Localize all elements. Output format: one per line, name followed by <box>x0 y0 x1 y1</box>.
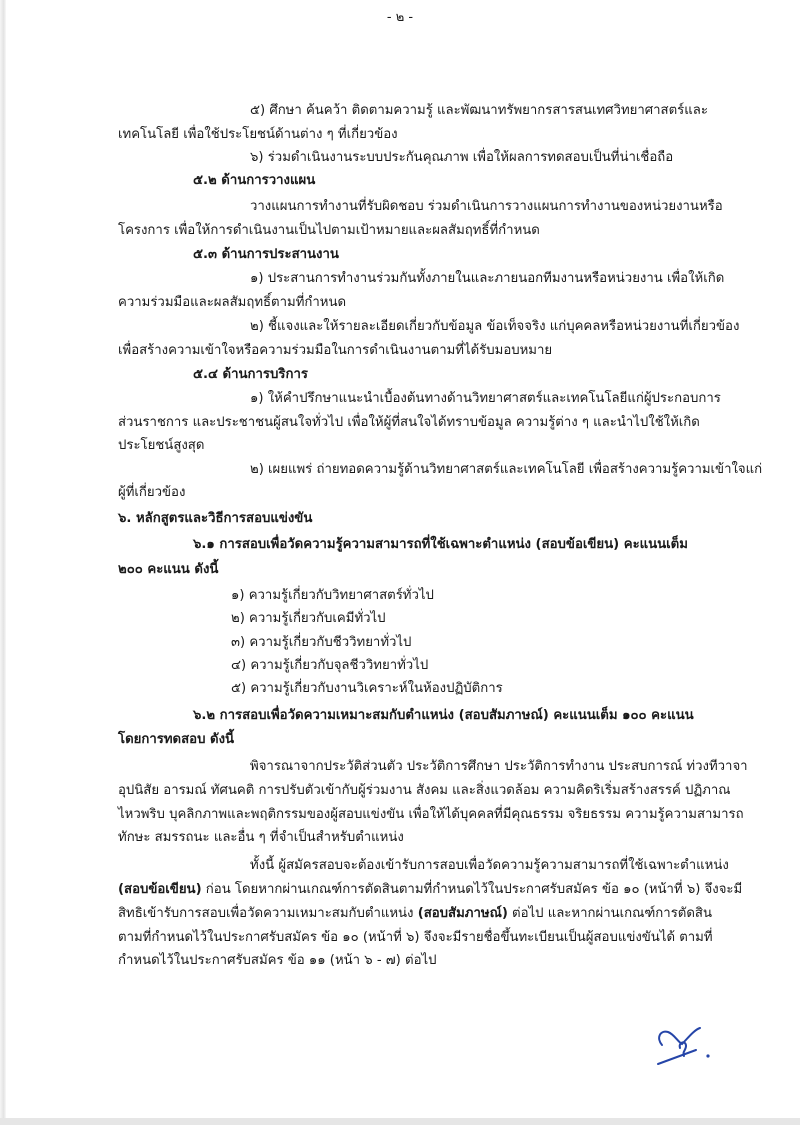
paragraph-line <box>118 905 712 923</box>
paragraph-line: กำหนดไว้ในประกาศรับสมัคร ข้อ ๑๑ (หน้า ๖ - ๗) ต่อไป <box>118 953 437 968</box>
paragraph-line: ๔) ความรู้เกี่ยวกับจุลชีววิทยาทั่วไป <box>231 658 429 673</box>
section-heading: ๖.๑ การสอบเพื่อวัดความรู้ความสามารถที่ใช้เฉพาะตำแหน่ง (สอบข้อเขียน) คะแนนเต็ม <box>193 537 688 552</box>
paragraph-line: ทั้งนี้ ผู้สมัครสอบจะต้องเข้ารับการสอบเพื่อวัดความรู้ความสามารถที่ใช้เฉพาะตำแหน่ง <box>250 858 729 873</box>
section-heading: ๕.๓ ด้านการประสานงาน <box>193 247 339 262</box>
paragraph-line: ผู้ที่เกี่ยวข้อง <box>118 485 186 500</box>
paragraph-line: ๑) ความรู้เกี่ยวกับวิทยาศาสตร์ทั่วไป <box>231 588 434 603</box>
paragraph-line: ๒) เผยแพร่ ถ่ายทอดความรู้ด้านวิทยาศาสตร์และเทคโนโลยี เพื่อสร้างความรู้ความเข้าใจแก่ <box>250 462 763 477</box>
paragraph-line: ๖) ร่วมดำเนินงานระบบประกันคุณภาพ เพื่อให้ผลการทดสอบเป็นที่น่าเชื่อถือ <box>250 150 674 165</box>
signature <box>650 1020 730 1070</box>
bold-emphasis: (สอบข้อเขียน) <box>118 882 202 897</box>
bold-emphasis: (สอบสัมภาษณ์) <box>417 906 508 921</box>
scan-left-edge <box>0 0 6 1118</box>
paragraph-line: อุปนิสัย อารมณ์ ทัศนคติ การปรับตัวเข้ากับผู้ร่วมงาน สังคม และสิ่งแวดล้อม ความคิดริเริ่มสร้างสรรค์ ปฏิภาณ <box>118 783 731 798</box>
line-text: ต่อไป และหากผ่านเกณฑ์การตัดสิน <box>507 906 712 921</box>
paragraph-line: ส่วนราชการ และประชาชนผู้สนใจทั่วไป เพื่อให้ผู้ที่สนใจได้ทราบข้อมูล ความรู้ต่าง ๆ และนำไปใช้ให้เกิด <box>118 415 700 430</box>
paragraph-line: โครงการ เพื่อให้การดำเนินงานเป็นไปตามเป้าหมายและผลสัมฤทธิ์ที่กำหนด <box>118 223 540 238</box>
paragraph-line: พิจารณาจากประวัติส่วนตัว ประวัติการศึกษา ประวัติการทำงาน ประสบการณ์ ท่วงทีวาจา <box>250 759 748 774</box>
paragraph-line: ประโยชน์สูงสุด <box>118 438 205 453</box>
paragraph-line: ๒) ความรู้เกี่ยวกับเคมีทั่วไป <box>231 611 386 626</box>
paragraph-line: ไหวพริบ บุคลิกภาพและพฤติกรรมของผู้สอบแข่งขัน เพื่อให้ได้บุคคลที่มีคุณธรรม จริยธรรม ความรู้ความสามารถ <box>118 807 744 822</box>
paragraph-line: ๑) ให้คำปรึกษาแนะนำเบื้องต้นทางด้านวิทยาศาสตร์และเทคโนโลยีแก่ผู้ประกอบการ <box>250 391 721 406</box>
paragraph-line: เพื่อสร้างความเข้าใจหรือความร่วมมือในการดำเนินงานตามที่ได้รับมอบหมาย <box>118 343 553 358</box>
scan-bottom-edge <box>0 1118 800 1125</box>
paragraph-line: วางแผนการทำงานที่รับผิดชอบ ร่วมดำเนินการวางแผนการทำงานของหน่วยงานหรือ <box>250 199 723 214</box>
section-heading: ๕.๔ ด้านการบริการ <box>193 367 308 382</box>
paragraph-line: ทักษะ สมรรถนะ และอื่น ๆ ที่จำเป็นสำหรับตำแหน่ง <box>118 830 404 845</box>
paragraph-line: ๑) ประสานการทำงานร่วมกันทั้งภายในและภายนอกทีมงานหรือหน่วยงาน เพื่อให้เกิด <box>250 271 725 286</box>
section-heading: โดยการทดสอบ ดังนี้ <box>118 732 235 747</box>
section-heading: ๖.๒ การสอบเพื่อวัดความเหมาะสมกับตำแหน่ง (สอบสัมภาษณ์) คะแนนเต็ม ๑๐๐ คะแนน <box>193 708 694 723</box>
paragraph-line: ๕) ศึกษา ค้นคว้า ติดตามความรู้ และพัฒนาทรัพยากรสารสนเทศวิทยาศาสตร์และ <box>250 103 708 118</box>
line-text: สิทธิเข้ารับการสอบเพื่อวัดความเหมาะสมกับตำแหน่ง <box>118 906 418 921</box>
line-text: ก่อน โดยหากผ่านเกณฑ์การตัดสินตามที่กำหนดไว้ในประกาศรับสมัคร ข้อ ๑๐ (หน้าที่ ๖) จึงจะมี <box>201 882 743 897</box>
paragraph-line: เทคโนโลยี เพื่อใช้ประโยชน์ด้านต่าง ๆ ที่เกี่ยวข้อง <box>118 127 398 142</box>
section-heading: ๒๐๐ คะแนน ดังนี้ <box>118 562 219 577</box>
section-heading: ๖. หลักสูตรและวิธีการสอบแข่งขัน <box>118 511 313 526</box>
paragraph-line: ๕) ความรู้เกี่ยวกับงานวิเคราะห์ในห้องปฏิบัติการ <box>231 681 503 696</box>
section-heading: ๕.๒ ด้านการวางแผน <box>193 173 316 188</box>
paragraph-line: ความร่วมมือและผลสัมฤทธิ์ตามที่กำหนด <box>118 295 347 310</box>
paragraph-line <box>118 881 742 899</box>
paragraph-line: ๓) ความรู้เกี่ยวกับชีววิทยาทั่วไป <box>231 635 412 650</box>
paragraph-line: ตามที่กำหนดไว้ในประกาศรับสมัคร ข้อ ๑๐ (หน้าที่ ๖) จึงจะมีรายชื่อขึ้นทะเบียนเป็นผู้สอบแข่งขันได้ ตามที่ <box>118 930 713 945</box>
paragraph-line: ๒) ชี้แจงและให้รายละเอียดเกี่ยวกับข้อมูล ข้อเท็จจริง แก่บุคคลหรือหน่วยงานที่เกี่ยวข้อง <box>250 319 740 334</box>
page-number: - ๒ - <box>386 10 414 25</box>
